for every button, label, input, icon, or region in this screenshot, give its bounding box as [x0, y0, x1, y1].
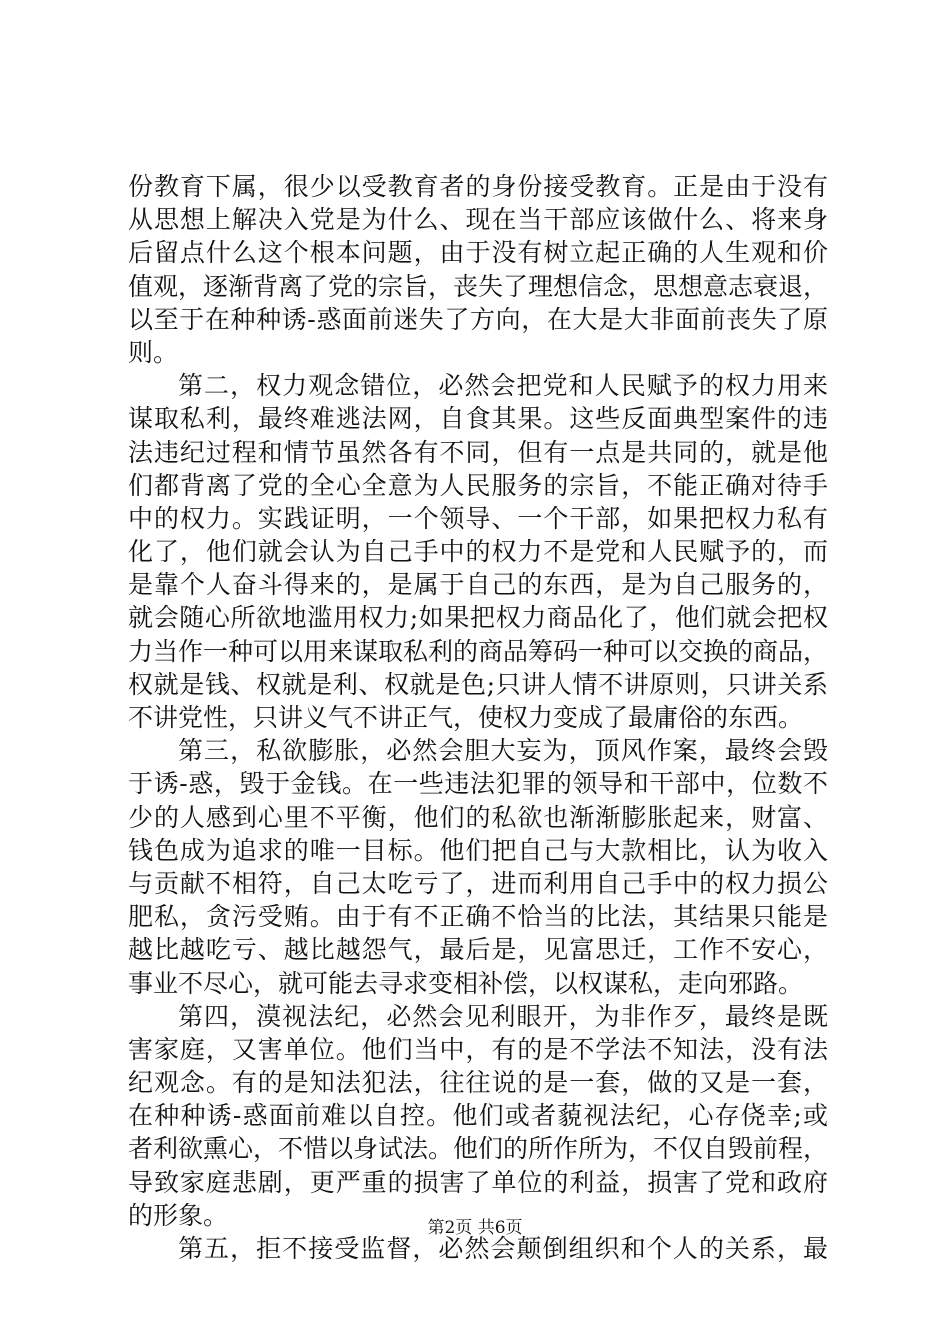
text-line: 从思想上解决入党是为什么、现在当干部应该做什么、将来身 [128, 205, 828, 235]
text-line: 的形象。 [128, 1200, 229, 1230]
text-line: 第五，拒不接受监督，必然会颠倒组织和个人的关系，最 [178, 1234, 828, 1263]
text-line: 者利欲熏心，不惜以身试法。他们的所作所为，不仅自毁前程， [128, 1134, 828, 1164]
text-line: 害家庭，又害单位。他们当中，有的是不学法不知法，没有法 [128, 1034, 828, 1064]
text-line: 是靠个人奋斗得来的，是属于自己的东西，是为自己服务的， [128, 570, 828, 600]
text-line: 第二，权力观念错位，必然会把党和人民赋予的权力用来 [178, 371, 828, 401]
text-line: 不讲党性，只讲义气不讲正气，使权力变成了最庸俗的东西。 [128, 703, 804, 732]
text-line: 纪观念。有的是知法犯法，往往说的是一套，做的又是一套， [128, 1068, 828, 1098]
text-line: 越比越吃亏、越比越怨气，最后是，见富思迁，工作不安心， [128, 935, 828, 965]
text-line: 权就是钱、权就是利、权就是色;只讲人情不讲原则，只讲关系 [128, 669, 828, 699]
text-line: 第三，私欲膨胀，必然会胆大妄为，顶风作案，最终会毁 [178, 736, 828, 766]
text-line: 就会随心所欲地滥用权力;如果把权力商品化了，他们就会把权 [128, 603, 828, 633]
text-line: 谋取私利，最终难逃法网，自食其果。这些反面典型案件的违 [128, 404, 828, 434]
text-line: 份教育下属，很少以受教育者的身份接受教育。正是由于没有 [128, 172, 828, 201]
text-line: 肥私，贪污受贿。由于有不正确不恰当的比法，其结果只能是 [128, 902, 828, 932]
text-line: 们都背离了党的全心全意为人民服务的宗旨，不能正确对待手 [128, 470, 828, 500]
text-line: 中的权力。实践证明，一个领导、一个干部，如果把权力私有 [128, 503, 828, 533]
text-line: 于诱-惑，毁于金钱。在一些违法犯罪的领导和干部中，位数不 [128, 769, 828, 799]
text-line: 第四，漠视法纪，必然会见利眼开，为非作歹，最终是既 [178, 1001, 828, 1031]
text-line: 少的人感到心里不平衡，他们的私欲也渐渐膨胀起来，财富、 [128, 802, 828, 832]
text-line: 值观，逐渐背离了党的宗旨，丧失了理想信念，思想意志衰退， [128, 271, 828, 301]
text-line: 事业不尽心，就可能去寻求变相补偿，以权谋私，走向邪路。 [128, 968, 804, 998]
document-body [128, 170, 828, 1265]
text-line: 法违纪过程和情节虽然各有不同，但有一点是共同的，就是他 [128, 437, 828, 467]
text-line: 力当作一种可以用来谋取私利的商品筹码一种可以交换的商品， [128, 636, 828, 666]
text-line: 化了，他们就会认为自己手中的权力不是党和人民赋予的，而 [128, 537, 828, 567]
text-line: 钱色成为追求的唯一目标。他们把自己与大款相比，认为收入 [128, 835, 828, 865]
page-footer: 第2页 共6页 [427, 1218, 523, 1238]
text-line: 则。 [128, 337, 179, 367]
text-line: 与贡献不相符，自己太吃亏了，进而利用自己手中的权力损公 [128, 868, 828, 898]
text-line: 后留点什么这个根本问题，由于没有树立起正确的人生观和价 [128, 238, 828, 268]
text-line: 以至于在种种诱-惑面前迷失了方向，在大是大非面前丧失了原 [128, 304, 828, 334]
text-line: 导致家庭悲剧，更严重的损害了单位的利益，损害了党和政府 [128, 1167, 828, 1197]
text-line: 在种种诱-惑面前难以自控。他们或者藐视法纪，心存侥幸;或 [128, 1101, 828, 1131]
